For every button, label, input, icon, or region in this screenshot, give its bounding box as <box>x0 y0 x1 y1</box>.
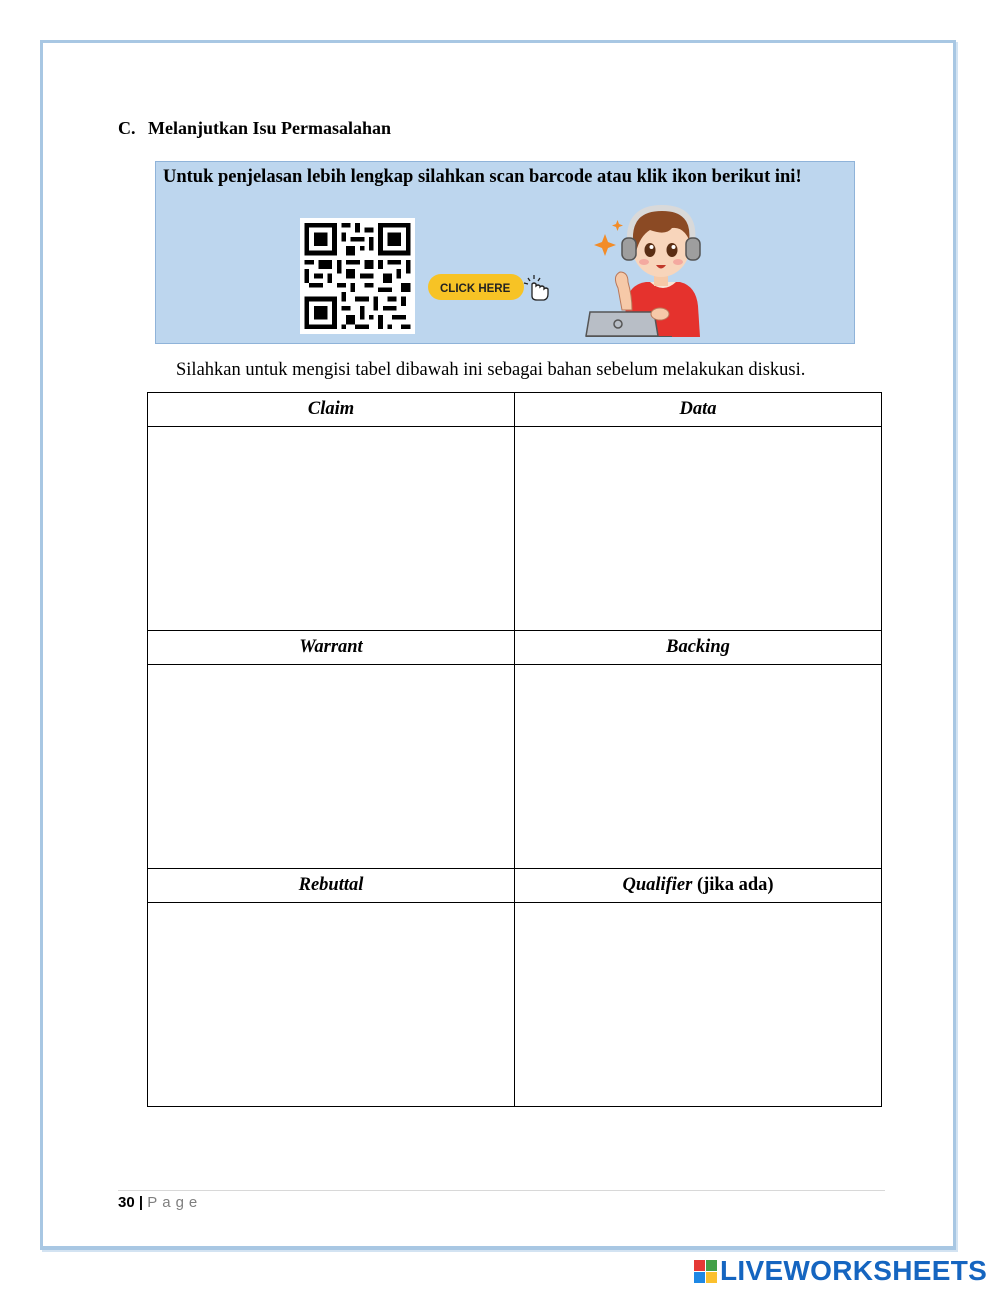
header-warrant <box>148 631 515 665</box>
qualifier-answer-cell[interactable] <box>515 903 882 1107</box>
header-qualifier <box>515 869 882 903</box>
click-hand-icon <box>524 275 548 300</box>
section-title: Melanjutkan Isu Permasalahan <box>148 118 392 138</box>
table-row <box>148 393 882 427</box>
liveworksheets-brand[interactable] <box>694 1256 987 1286</box>
header-warrant-label: Warrant <box>299 637 363 657</box>
info-box <box>155 161 855 344</box>
table-row <box>148 631 882 665</box>
header-backing <box>515 631 882 665</box>
data-answer-cell[interactable] <box>515 427 882 631</box>
rebuttal-answer-cell[interactable] <box>148 903 515 1107</box>
page-word: Page <box>147 1194 203 1211</box>
header-rebuttal-label: Rebuttal <box>298 875 364 895</box>
page-footer <box>118 1194 202 1211</box>
info-box-text: Untuk penjelasan lebih lengkap silahkan scan barcode atau klik ikon berikut ini! <box>163 167 802 187</box>
instruction-text: Silahkan untuk mengisi tabel dibawah ini sebagai bahan sebelum melakukan diskusi. <box>176 360 806 380</box>
footer-divider <box>118 1190 885 1191</box>
click-here-label: CLICK HERE <box>440 283 511 295</box>
argument-table <box>147 392 882 1107</box>
table-row <box>148 869 882 903</box>
header-data-label: Data <box>679 399 717 419</box>
header-qualifier-note: (jika ada) <box>696 875 774 895</box>
mascot-illustration <box>576 202 716 337</box>
warrant-answer-cell[interactable] <box>148 665 515 869</box>
header-rebuttal <box>148 869 515 903</box>
header-claim <box>148 393 515 427</box>
table-row <box>148 903 882 1107</box>
liveworksheets-logo-icon <box>694 1260 717 1283</box>
section-heading <box>118 118 391 139</box>
header-backing-label: Backing <box>666 637 730 657</box>
table-row <box>148 665 882 869</box>
claim-answer-cell[interactable] <box>148 427 515 631</box>
header-data <box>515 393 882 427</box>
page-number: 30 <box>118 1194 135 1211</box>
click-here-button[interactable] <box>428 272 552 302</box>
footer-separator: | <box>138 1194 144 1211</box>
qr-code-icon[interactable] <box>300 218 415 334</box>
brand-wordmark: LIVEWORKSHEETS <box>720 1255 988 1286</box>
click-here-shape <box>428 272 552 302</box>
backing-answer-cell[interactable] <box>515 665 882 869</box>
header-claim-label: Claim <box>307 399 355 419</box>
header-qualifier-label: Qualifier <box>622 875 693 895</box>
table-row <box>148 427 882 631</box>
section-letter: C. <box>118 118 136 138</box>
